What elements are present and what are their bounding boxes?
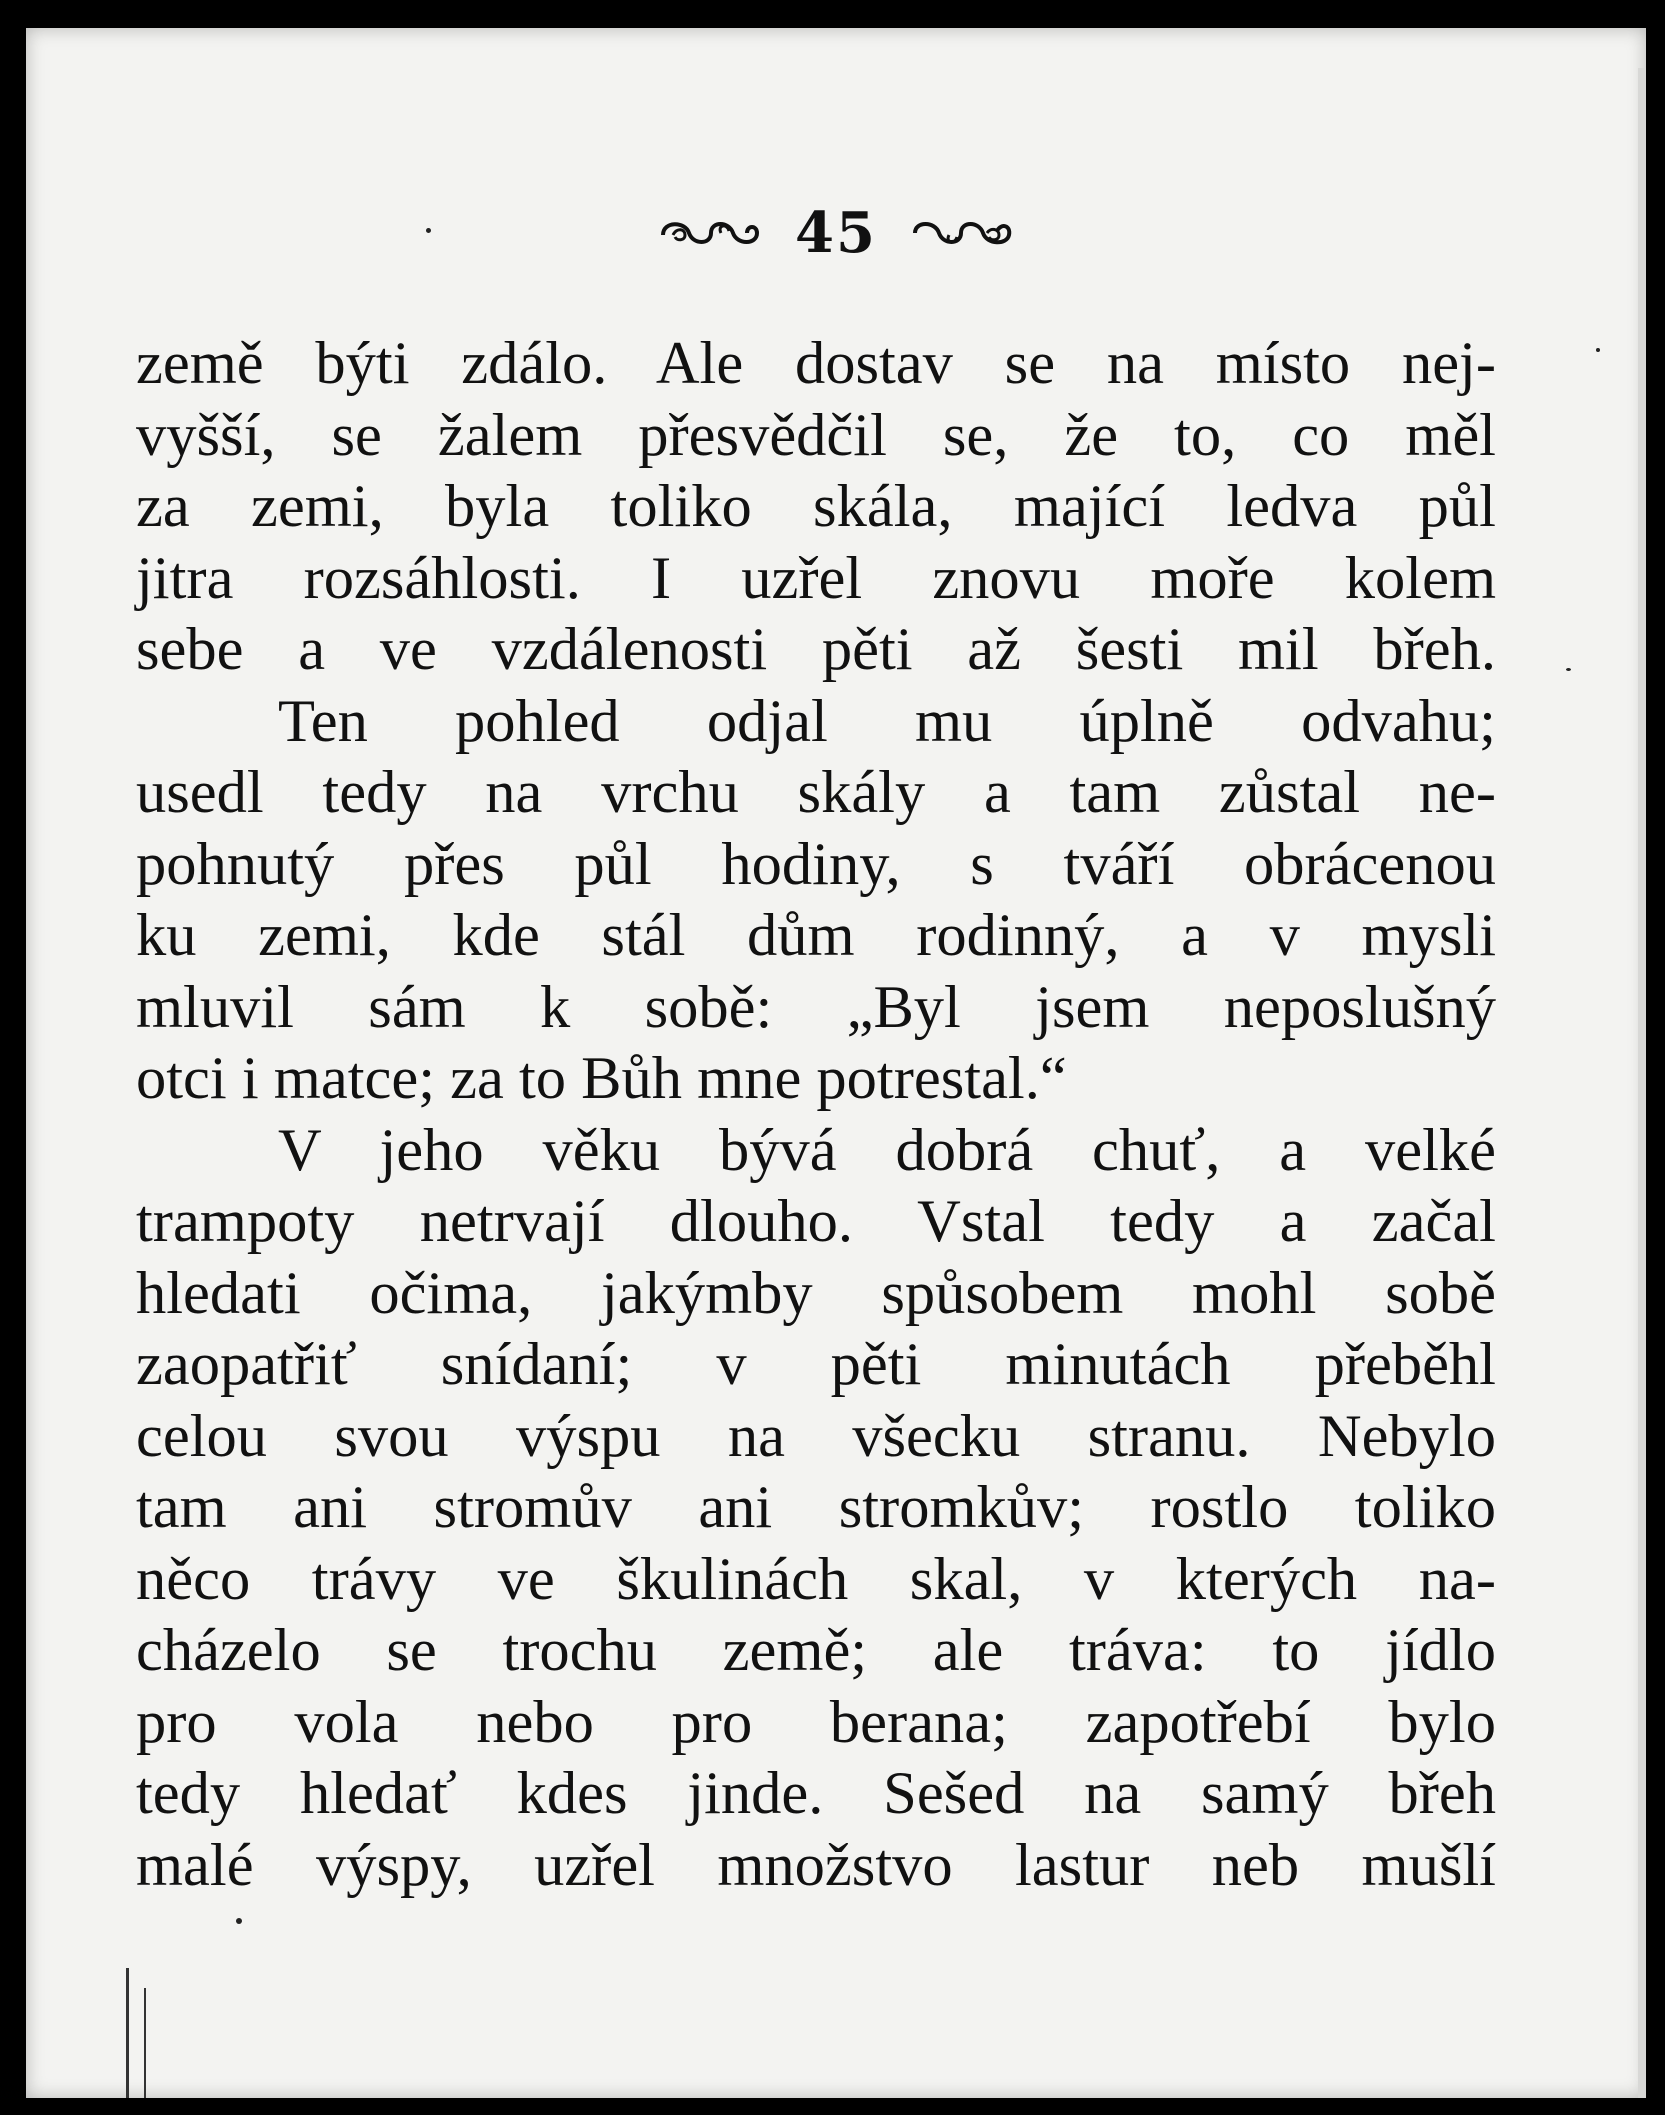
book-page <box>26 28 1646 2098</box>
text-line: otci i matce; za to Bůh mne potrestal.“ <box>136 1045 1067 1112</box>
text-line: země býti zdálo. Ale dostav se na místo nej- <box>136 330 1496 397</box>
text-line: jitra rozsáhlosti. I uzřel znovu moře kolem <box>136 544 1496 612</box>
binding-mark <box>144 1988 146 2098</box>
paragraph <box>136 328 1496 686</box>
text-line: ku zemi, kde stál dům rodinný, a v mysli <box>136 902 1496 969</box>
body-text <box>136 328 1496 1901</box>
text-line: pohnutý přes půl hodiny, s tváří obrácenou <box>136 830 1496 898</box>
text-line: tam ani stromův ani stromkův; rostlo toliko <box>136 1474 1496 1541</box>
scroll-ornament-icon <box>655 213 765 253</box>
text-line: zaopatřiť snídaní; v pěti minutách přeběhl <box>136 1331 1496 1398</box>
page-edge <box>1638 68 1646 2098</box>
paragraph <box>136 686 1496 1115</box>
text-line: celou svou výspu na všecku stranu. Nebylo <box>136 1402 1496 1470</box>
text-line: tedy hledať kdes jinde. Sešed na samý břeh <box>136 1760 1496 1827</box>
ink-speck <box>1596 348 1600 352</box>
text-line: hledati očima, jakýmby spůsobem mohl sobě <box>136 1259 1496 1327</box>
ink-speck <box>236 1918 242 1924</box>
text-line: za zemi, byla toliko skála, mající ledva půl <box>136 473 1496 540</box>
ink-speck <box>1566 668 1571 671</box>
text-line: mluvil sám k sobě: „Byl jsem neposlušný <box>136 973 1496 1041</box>
ink-speck <box>426 228 431 233</box>
text-line: Ten pohled odjal mu úplně odvahu; <box>278 687 1496 755</box>
text-line: pro vola nebo pro berana; zapotřebí bylo <box>136 1688 1496 1756</box>
text-line: malé výspy, uzřel množstvo lastur neb mušlí <box>136 1831 1496 1899</box>
text-line: něco trávy ve škulinách skal, v kterých na- <box>136 1545 1496 1613</box>
page-header <box>26 188 1646 278</box>
text-line: trampoty netrvají dlouho. Vstal tedy a začal <box>136 1188 1496 1255</box>
text-line: V jeho věku bývá dobrá chuť, a velké <box>278 1116 1496 1184</box>
page-number: 45 <box>795 200 877 266</box>
text-line: cházelo se trochu země; ale tráva: to jídlo <box>136 1617 1496 1684</box>
scroll-ornament-icon <box>907 213 1017 253</box>
text-line: usedl tedy na vrchu skály a tam zůstal ne- <box>136 759 1496 826</box>
paragraph <box>136 1115 1496 1902</box>
text-line: sebe a ve vzdálenosti pěti až šesti mil břeh. <box>136 616 1496 683</box>
text-line: vyšší, se žalem přesvědčil se, že to, co měl <box>136 401 1496 469</box>
binding-mark <box>126 1968 129 2098</box>
